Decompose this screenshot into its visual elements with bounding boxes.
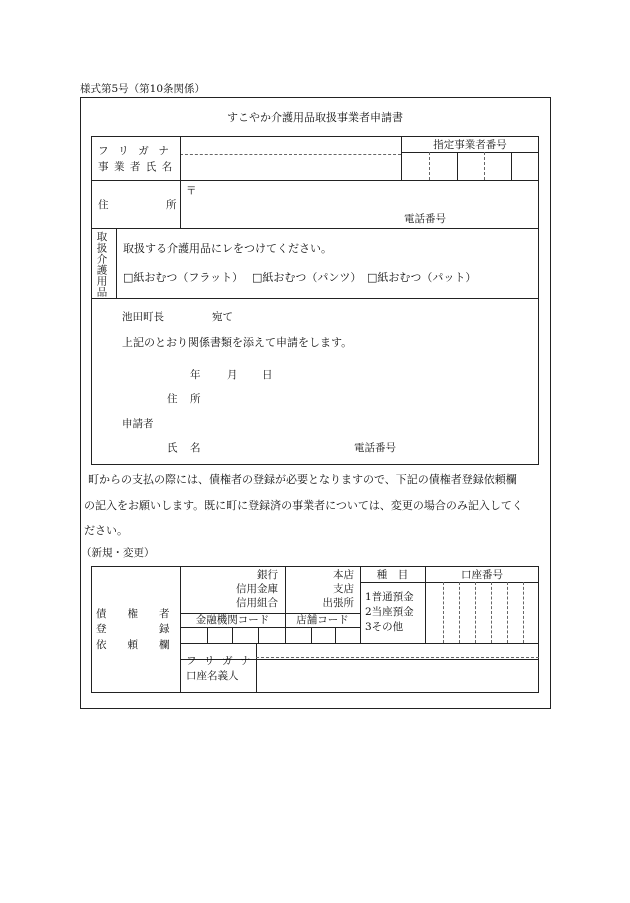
bank-type-shinkin: 信用金庫	[236, 583, 278, 595]
address-label-1: 住	[98, 199, 109, 211]
form-number-label: 様式第5号（第10条関係）	[80, 83, 206, 95]
items-label: 取扱介護用品	[95, 231, 108, 298]
postal-mark: 〒	[186, 185, 197, 197]
applicant-phone: 電話番号	[354, 442, 396, 454]
addressee-suffix: 宛て	[212, 311, 233, 323]
applicant-name-2: 名	[190, 442, 201, 454]
designated-number-label: 指定事業者番号	[433, 139, 507, 151]
addressee-name: 池田町長	[122, 311, 164, 323]
date-day[interactable]: 日	[262, 369, 273, 381]
holder-furigana-label: フ リ ガ ナ	[186, 655, 253, 667]
option-pants[interactable]: □紙おむつ（パンツ）	[252, 271, 362, 284]
account-holder-field[interactable]	[258, 660, 538, 692]
business-name-field[interactable]	[181, 155, 400, 179]
bank-type-kumiai: 信用組合	[236, 597, 278, 609]
checkbox-pad[interactable]: □	[367, 271, 378, 284]
option-pad[interactable]: □紙おむつ（パット）	[367, 271, 477, 284]
applicant-address-2: 所	[190, 393, 201, 405]
bank-type-bank: 銀行	[257, 569, 278, 581]
branch-type-branch: 支店	[333, 583, 354, 595]
applicant-address-1: 住	[167, 393, 178, 405]
business-name-label: 事 業 者 氏 名	[98, 161, 174, 173]
branch-type-main: 本店	[333, 569, 354, 581]
notice-line-3: ださい。	[84, 524, 128, 537]
institution-code-label: 金融機関コード	[195, 614, 270, 626]
account-type-current[interactable]: 2当座預金	[365, 606, 414, 618]
applicant-name-1: 氏	[167, 442, 178, 454]
date-year[interactable]: 年	[190, 369, 201, 381]
account-type-ordinary[interactable]: 1普通預金	[365, 591, 414, 603]
request-text: 上記のとおり関係書類を添えて申請をします。	[122, 336, 353, 349]
creditor-label: 債 権 者	[96, 608, 170, 620]
phone-label: 電話番号	[404, 213, 446, 225]
address-field[interactable]	[200, 184, 530, 210]
form-title: すこやか介護用品取扱事業者申請書	[227, 111, 403, 124]
account-type-label: 種 目	[376, 569, 409, 581]
new-change-label: （新規・変更）	[81, 547, 155, 559]
account-holder-label: 口座名義人	[186, 670, 239, 682]
registration-label: 登 録	[96, 623, 170, 635]
date-month[interactable]: 月	[227, 369, 238, 381]
notice-line-1: 町からの支払の際には、債権者の登録が必要となりますので、下記の債権者登録依頼欄	[88, 473, 517, 486]
branch-code-label: 店舗コード	[296, 614, 349, 626]
branch-type-office: 出張所	[322, 597, 354, 609]
items-instruction: 取扱する介護用品にレをつけてください。	[123, 242, 332, 255]
notice-line-2: の記入をお願いします。既に町に登録済の事業者については、変更の場合のみ記入してく	[84, 499, 523, 512]
request-column-label: 依 頼 欄	[96, 639, 170, 651]
account-number-label: 口座番号	[461, 569, 503, 581]
furigana-label: フ リ ガ ナ	[98, 145, 173, 157]
checkbox-flat[interactable]: □	[123, 271, 134, 284]
account-type-other[interactable]: 3その他	[365, 621, 404, 633]
applicant-label: 申請者	[122, 418, 154, 430]
checkbox-pants[interactable]: □	[252, 271, 263, 284]
option-flat[interactable]: □紙おむつ（フラット）	[123, 271, 244, 284]
address-label-2: 所	[166, 199, 177, 211]
